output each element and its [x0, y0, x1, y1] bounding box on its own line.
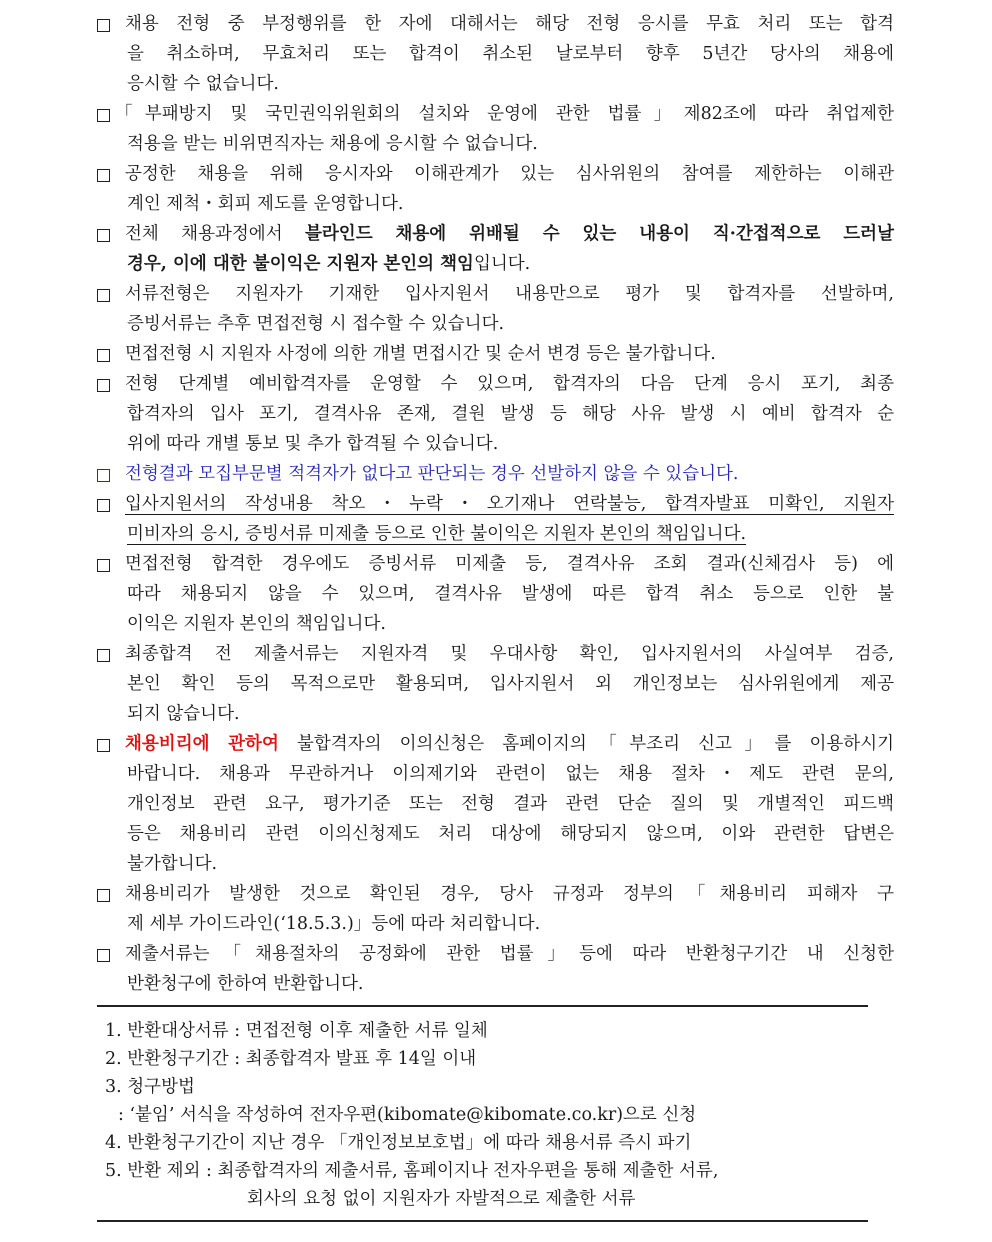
notice-text-line: 면접전형 합격한 경우에도 증빙서류 미제출 등, 결격사유 조회 결과(신체검사 등) 에: [125, 554, 894, 574]
notice-text-line: 적용을 받는 비위면직자는 채용에 응시할 수 없습니다.: [127, 134, 538, 154]
checkbox-icon: [97, 469, 110, 482]
notice-text-line: 입사지원서의 작성내용 착오・누락・오기재나 연락불능, 합격자발표 미확인, 지원자: [125, 494, 894, 514]
notice-text-line: [125, 729, 894, 759]
checkbox-icon: [97, 109, 110, 122]
text-bold: 블라인드 채용에 위배될 수 있는 내용이 직·간접적으로 드러날: [304, 224, 894, 244]
return-note-5-cont: 회사의 요청 없이 지원자가 자발적으로 제출한 서류: [247, 1189, 636, 1209]
notice-text-line: 전형결과 모집부문별 적격자가 없다고 판단되는 경우 선발하지 않을 수 있습니다.: [125, 464, 739, 484]
notice-text-line: 채용 전형 중 부정행위를 한 자에 대해서는 해당 전형 응시를 무효 처리 또는 합격: [125, 14, 894, 34]
notice-text-line: 제출서류는「채용절차의 공정화에 관한 법률」등에 따라 반환청구기간 내 신청한: [125, 944, 894, 964]
checkbox-icon: [97, 289, 110, 302]
notice-text-line: 채용비리가 발생한 것으로 확인된 경우, 당사 규정과 정부의「채용비리 피해자 구: [125, 884, 894, 904]
divider-bottom: [97, 1220, 868, 1222]
text-normal: 입니다.: [473, 254, 531, 274]
notice-text-line: 따라 채용되지 않을 수 있으며, 결격사유 발생에 따른 합격 취소 등으로 인한 불: [127, 584, 894, 604]
notice-text-line: 위에 따라 개별 통보 및 추가 합격될 수 있습니다.: [127, 434, 499, 454]
return-note-4: 4. 반환청구기간이 지난 경우 「개인정보보호법」에 따라 채용서류 즉시 파기: [105, 1133, 692, 1153]
text-bold: 경우, 이에 대한 불이익은 지원자 본인의 책임: [127, 254, 474, 274]
notice-text-line: 합격자의 입사 포기, 결격사유 존재, 결원 발생 등 해당 사유 발생 시 예비 합격자 순: [127, 404, 894, 424]
notice-text-line: 제 세부 가이드라인(‘18.5.3.)」등에 따라 처리합니다.: [127, 914, 541, 934]
notice-text-line: 응시할 수 없습니다.: [127, 74, 279, 94]
checkbox-icon: [97, 379, 110, 392]
notice-text-line: [125, 219, 894, 249]
text-red-highlight: 채용비리에 관하여: [125, 734, 279, 754]
notice-text-line: 바랍니다. 채용과 무관하거나 이의제기와 관련이 없는 채용 절차・제도 관련 문의,: [127, 764, 894, 784]
notice-text-line: 공정한 채용을 위해 응시자와 이해관계가 있는 심사위원의 참여를 제한하는 이해관: [125, 164, 894, 184]
notice-text-line: 미비자의 응시, 증빙서류 미제출 등으로 인한 불이익은 지원자 본인의 책임입니다.: [127, 524, 747, 544]
checkbox-icon: [97, 949, 110, 962]
checkbox-icon: [97, 649, 110, 662]
notice-text-line: [127, 249, 894, 279]
notice-text-line: 전형 단계별 예비합격자를 운영할 수 있으며, 합격자의 다음 단계 응시 포기, 최종: [125, 374, 894, 394]
return-note-3: 3. 청구방법: [105, 1077, 195, 1097]
notice-text-line: 최종합격 전 제출서류는 지원자격 및 우대사항 확인, 입사지원서의 사실여부 검증,: [125, 644, 894, 664]
checkbox-icon: [97, 889, 110, 902]
text-normal: 전체 채용과정에서: [125, 224, 305, 244]
return-note-2: 2. 반환청구기간 : 최종합격자 발표 후 14일 이내: [105, 1049, 477, 1069]
checkbox-icon: [97, 559, 110, 572]
notice-text-line: 이익은 지원자 본인의 책임입니다.: [127, 614, 386, 634]
text-normal: 불합격자의 이의신청은 홈페이지의「부조리 신고」를 이용하시기: [278, 734, 894, 754]
checkbox-icon: [97, 19, 110, 32]
divider-top: [97, 1005, 868, 1007]
return-note-1: 1. 반환대상서류 : 면접전형 이후 제출한 서류 일체: [105, 1021, 488, 1041]
notice-text-line: 을 취소하며, 무효처리 또는 합격이 취소된 날로부터 향후 5년간 당사의 채용에: [127, 44, 894, 64]
checkbox-icon: [97, 349, 110, 362]
notice-text-line: 면접전형 시 지원자 사정에 의한 개별 면접시간 및 순서 변경 등은 불가합니다.: [125, 344, 716, 364]
checkbox-icon: [97, 499, 110, 512]
notice-text-line: 「부패방지 및 국민권익위원회의 설치와 운영에 관한 법률」제82조에 따라 취업제한: [115, 104, 894, 124]
notice-text-line: 반환청구에 한하여 반환합니다.: [127, 974, 364, 994]
return-note-5: 5. 반환 제외 : 최종합격자의 제출서류, 홈페이지나 전자우편을 통해 제출한 서류,: [105, 1161, 719, 1181]
return-note-3-method: : ‘붙임’ 서식을 작성하여 전자우편(kibomate@kibomate.co.kr)으로 신청: [118, 1105, 697, 1125]
checkbox-icon: [97, 229, 110, 242]
notice-text-line: 서류전형은 지원자가 기재한 입사지원서 내용만으로 평가 및 합격자를 선발하며,: [125, 284, 894, 304]
checkbox-icon: [97, 169, 110, 182]
notice-text-line: 불가합니다.: [127, 854, 218, 874]
checkbox-icon: [97, 739, 110, 752]
notice-text-line: 개인정보 관련 요구, 평가기준 또는 전형 결과 관련 단순 질의 및 개별적인 피드백: [127, 794, 894, 814]
notice-text-line: 등은 채용비리 관련 이의신청제도 처리 대상에 해당되지 않으며, 이와 관련한 답변은: [127, 824, 894, 844]
notice-text-line: 본인 확인 등의 목적으로만 활용되며, 입사지원서 외 개인정보는 심사위원에게 제공: [127, 674, 894, 694]
notice-text-line: 증빙서류는 추후 면접전형 시 접수할 수 있습니다.: [127, 314, 505, 334]
notice-text-line: 계인 제척・회피 제도를 운영합니다.: [127, 194, 404, 214]
notice-text-line: 되지 않습니다.: [127, 704, 240, 724]
